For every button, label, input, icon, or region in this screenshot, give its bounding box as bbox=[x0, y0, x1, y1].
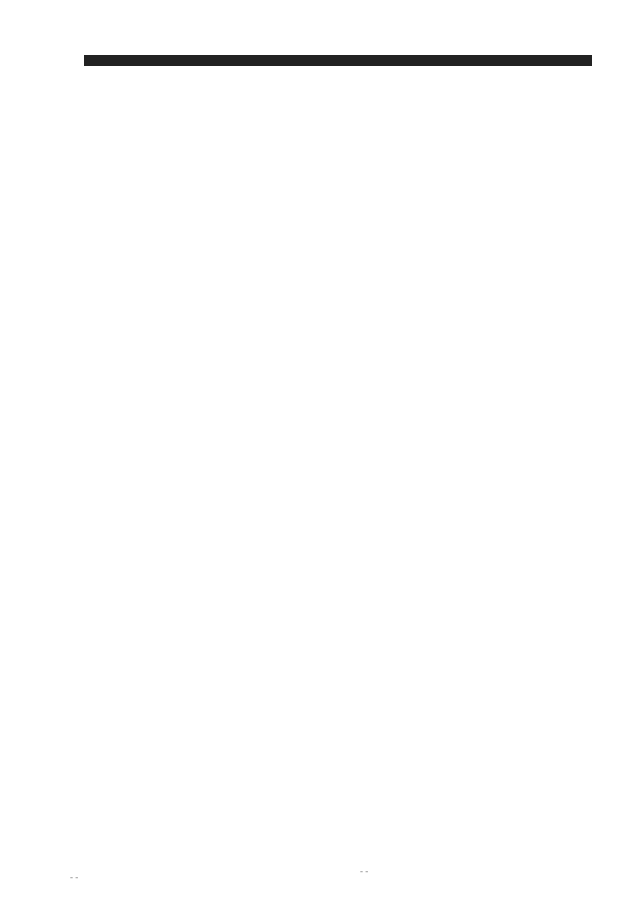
scan-mark: ‐ ‐ bbox=[70, 872, 79, 882]
indicators-block bbox=[85, 64, 591, 65]
scan-mark: ‐ ‐ bbox=[360, 866, 369, 876]
program-table bbox=[84, 55, 592, 66]
